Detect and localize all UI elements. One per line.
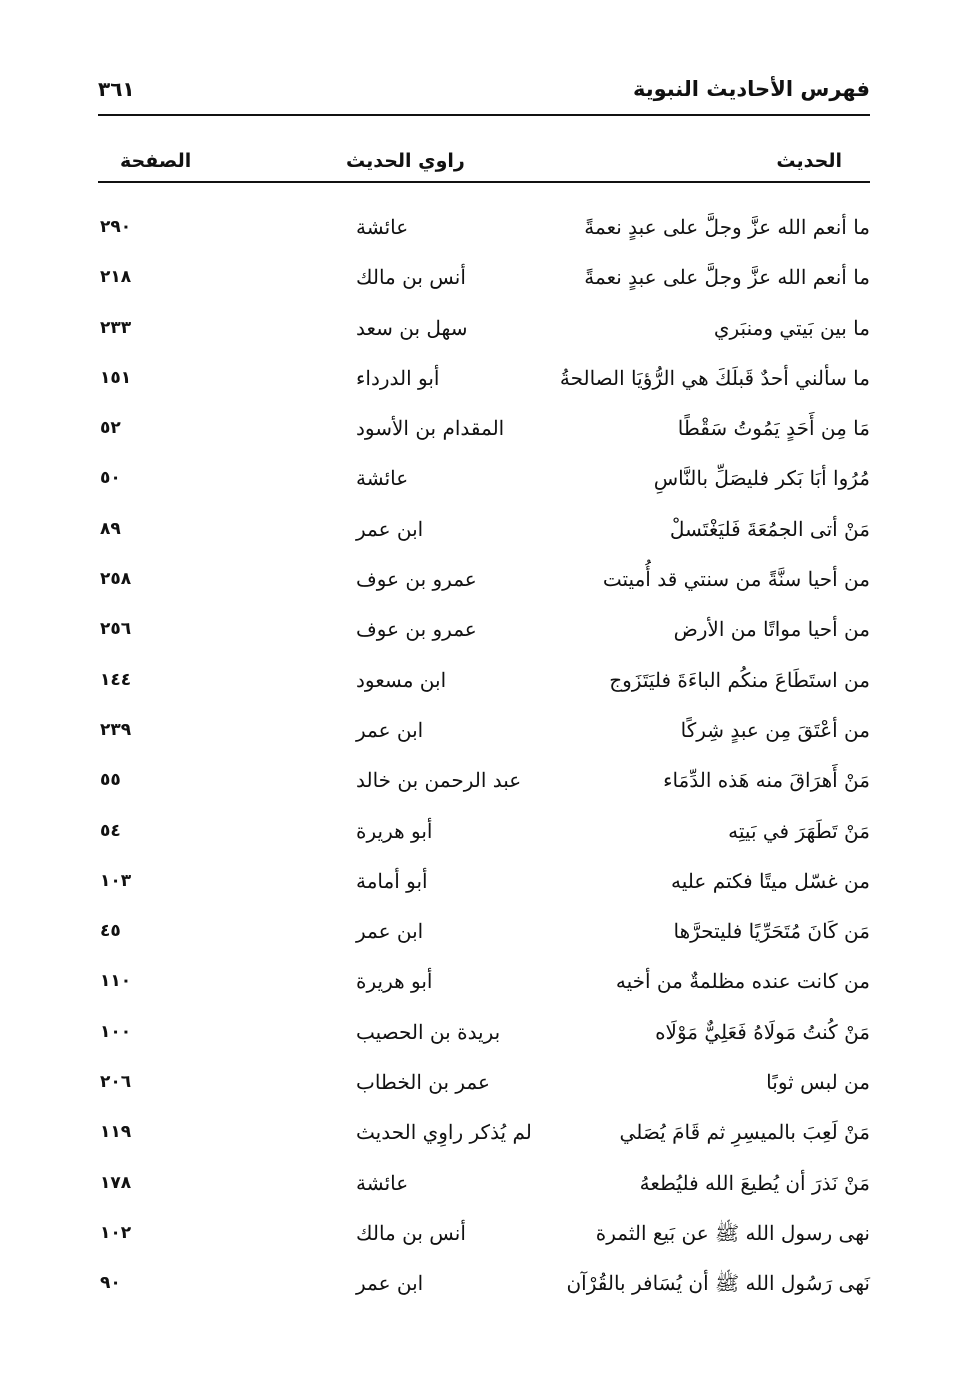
index-row — [98, 810, 870, 860]
hadith-text: مَنْ أتى الجمُعَةَ فَليَغْتَسلْ — [669, 516, 870, 541]
page-reference: ٩٠ — [100, 1273, 121, 1294]
hadith-text: نَهى رَسُول الله ﷺ أن يُسَافر بالقُرْآن — [566, 1271, 870, 1296]
hadith-text: من لبس ثوبًا — [766, 1070, 870, 1095]
index-row — [98, 558, 870, 608]
hadith-text: مَنْ كُنتُ مَولَاهُ فَعَلِيٌّ مَوْلَاه — [655, 1019, 870, 1044]
narrator-name: أبو هريرة — [356, 969, 433, 994]
page-reference: ١٠٠ — [100, 1021, 132, 1042]
index-row — [98, 1061, 870, 1111]
page-reference: ٢٣٣ — [100, 317, 132, 338]
narrator-name: عمرو بن عوف — [356, 567, 477, 592]
index-row — [98, 759, 870, 809]
page-reference: ٢١٨ — [100, 267, 132, 288]
narrator-name: أبو الدرداء — [356, 365, 440, 390]
hadith-text: مَا مِن أَحَدٍ يَمُوتُ سَقْطًا — [677, 416, 870, 441]
index-row — [98, 709, 870, 759]
narrator-name: أنس بن مالك — [356, 1220, 466, 1245]
hadith-text: ما أنعم الله عزَّ وجلَّ على عبدٍ نعمةً — [584, 265, 870, 290]
page-reference: ٥٤ — [100, 820, 121, 841]
hadith-text: ما سألني أحدٌ قَبلَكَ هي الرُّؤيَا الصالحةُ — [559, 365, 870, 390]
narrator-name: عبد الرحمن بن خالد — [356, 768, 522, 793]
narrator-name: عائشة — [356, 1170, 409, 1195]
page-reference: ٢٩٠ — [100, 217, 132, 237]
index-row — [98, 1011, 870, 1061]
index-row — [98, 307, 870, 357]
column-headers — [98, 116, 870, 188]
narrator-name: أبو هريرة — [356, 818, 433, 843]
index-row — [98, 608, 870, 658]
narrator-name: عمرو بن عوف — [356, 617, 477, 642]
index-row — [98, 659, 870, 709]
narrator-name: عمر بن الخطاب — [356, 1070, 490, 1095]
column-header-narrator: راوي الحديث — [346, 150, 465, 172]
page-reference: ٨٩ — [100, 518, 121, 539]
page-reference: ٥٢ — [100, 418, 121, 439]
index-row — [98, 910, 870, 960]
index-row — [98, 508, 870, 558]
hadith-text: نهى رسول الله ﷺ عن بَيع الثمرة — [595, 1220, 870, 1245]
hadith-text: من غسّل ميتًا فكتم عليه — [671, 868, 870, 893]
index-row — [98, 206, 870, 256]
hadith-text: من أحيا مواتًا من الأرض — [673, 617, 870, 642]
hadith-text: من كانت عنده مظلمةٌ من أخيه — [615, 969, 870, 994]
page-reference: ٢٣٩ — [100, 719, 132, 740]
page-reference: ٢٥٦ — [100, 619, 132, 640]
index-row — [98, 960, 870, 1010]
header-divider — [98, 181, 870, 183]
hadith-text: مُرُوا أبَا بَكر فليصَلِّ بالنَّاسِ — [653, 466, 870, 491]
page-reference: ٥٠ — [100, 468, 121, 489]
page-reference: ١١٠ — [100, 971, 132, 992]
narrator-name: عائشة — [356, 215, 409, 239]
column-header-page: الصفحة — [120, 150, 192, 172]
index-row — [98, 407, 870, 457]
page-reference: ٤٥ — [100, 921, 121, 942]
index-row — [98, 1262, 870, 1312]
index-row — [98, 357, 870, 407]
narrator-name: المقدام بن الأسود — [356, 416, 505, 441]
page-reference: ١٠٣ — [100, 870, 132, 891]
page-reference: ٢٠٦ — [100, 1072, 132, 1093]
page-number: ٣٦١ — [98, 77, 135, 101]
hadith-text: مَنْ أَهرَاقَ منه هَذه الدِّمَاء — [663, 768, 870, 793]
narrator-name: ابن عمر — [356, 919, 424, 944]
narrator-name: عائشة — [356, 466, 409, 491]
narrator-name: ابن عمر — [356, 1271, 424, 1296]
page-reference: ١٧٨ — [100, 1172, 132, 1193]
hadith-index-list — [98, 188, 870, 1313]
hadith-text: مَنْ تَطَهَرَ في بَيتِه — [728, 818, 870, 843]
page-reference: ١٤٤ — [100, 669, 132, 690]
narrator-name: ابن عمر — [356, 516, 424, 541]
hadith-text: ما أنعم الله عزَّ وجلَّ على عبدٍ نعمةً — [584, 215, 870, 239]
page-reference: ٢٥٨ — [100, 569, 132, 590]
index-row — [98, 1111, 870, 1161]
column-header-hadith: الحديث — [776, 150, 842, 172]
page-reference: ١٠٢ — [100, 1222, 132, 1243]
page-reference: ١٥١ — [100, 367, 132, 388]
index-row — [98, 256, 870, 306]
hadith-text: مَنْ نَذرَ أن يُطيعَ الله فليُطعهُ — [639, 1170, 870, 1195]
narrator-name: أبو أمامة — [356, 868, 428, 893]
narrator-name: سهل بن سعد — [356, 315, 468, 340]
narrator-name: ابن مسعود — [356, 667, 447, 692]
index-row — [98, 860, 870, 910]
page-reference: ٥٥ — [100, 770, 121, 791]
index-row — [98, 457, 870, 507]
running-header — [98, 62, 870, 116]
hadith-text: مَن كَانَ مُتَحَرِّيًا فليتحرَّها — [673, 919, 870, 944]
narrator-name: لم يُذكر راوِي الحديث — [356, 1120, 532, 1145]
narrator-name: بريدة بن الحصيب — [356, 1019, 501, 1044]
index-page — [98, 62, 870, 1312]
running-title: فهرس الأحاديث النبوية — [632, 77, 870, 101]
index-row — [98, 1212, 870, 1262]
hadith-text: مَنْ لَعِبَ بالميسِرِ ثم قَامَ يُصَلي — [619, 1120, 870, 1145]
hadith-text: ما بين بَيتي ومنبَري — [713, 315, 870, 340]
narrator-name: أنس بن مالك — [356, 265, 466, 290]
hadith-text: من استَطَاعَ منكُم الباءَةَ فليَتَزَوج — [609, 667, 870, 692]
index-row — [98, 1162, 870, 1212]
narrator-name: ابن عمر — [356, 717, 424, 742]
page-reference: ١١٩ — [100, 1122, 132, 1143]
hadith-text: من أحيا سنَّةً من سنتي قد أُميتت — [602, 567, 870, 592]
hadith-text: من أعْتَقَ مِن عبدٍ شِركًا — [680, 717, 870, 742]
